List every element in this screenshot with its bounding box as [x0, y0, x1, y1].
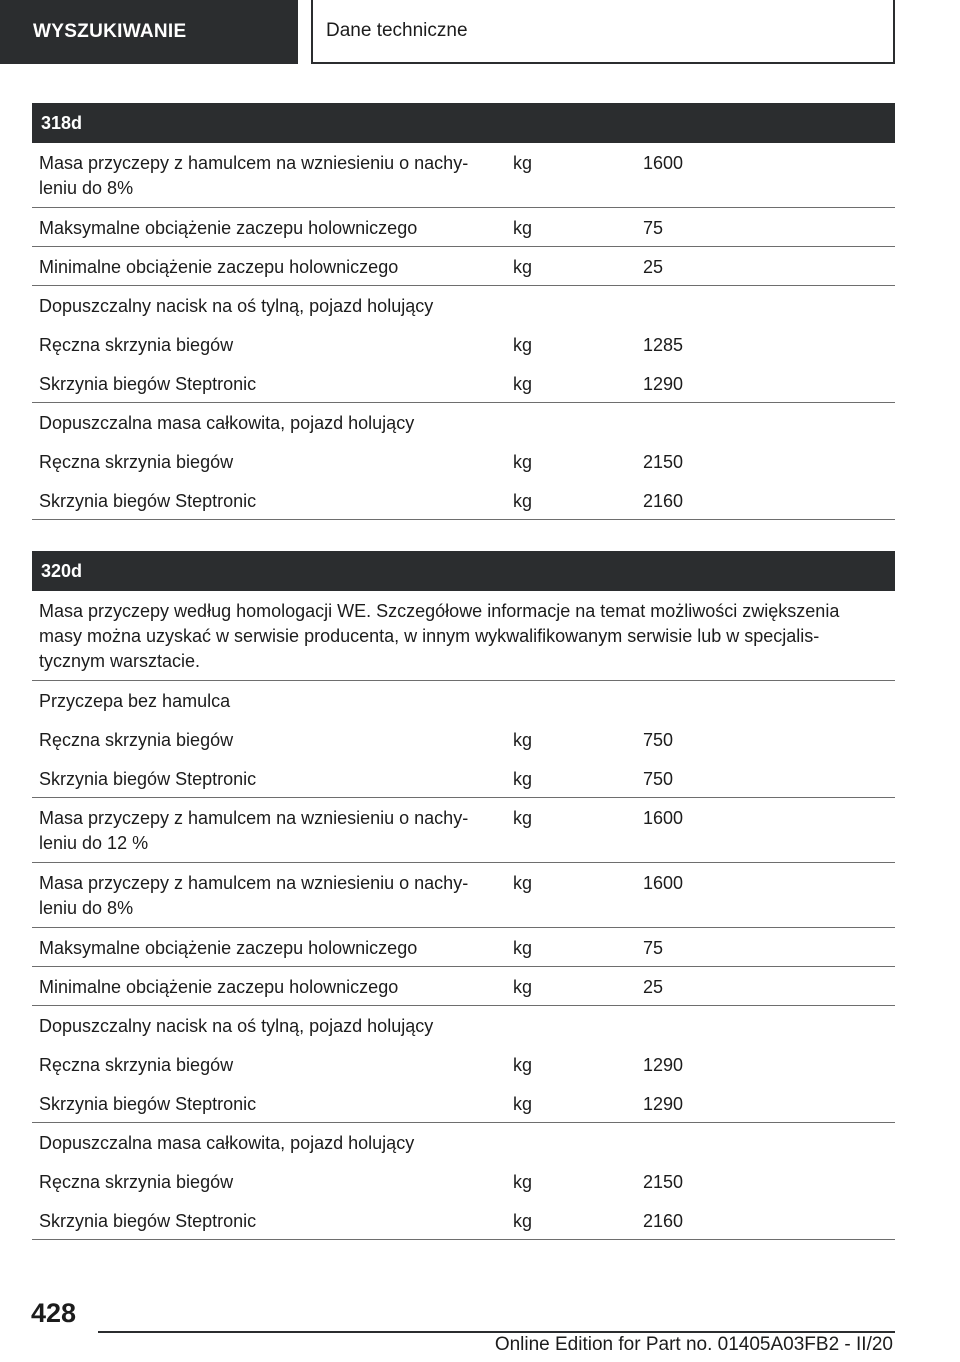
- table-row: [32, 481, 895, 520]
- row-label: Ręczna skrzynia biegów: [39, 335, 234, 355]
- row-label: Masa przyczepy z hamulcem na wzniesieniu o nachy-leniu do 8%: [39, 873, 469, 918]
- row-unit: kg: [513, 1172, 533, 1192]
- row-label: Skrzynia biegów Steptronic: [39, 1211, 257, 1231]
- row-unit: [506, 411, 634, 442]
- edition-note: Online Edition for Part no. 01405A03FB2 - II/20: [494, 1334, 893, 1355]
- row-label: Dopuszczalny nacisk na oś tylną, pojazd holujący: [39, 296, 434, 316]
- table-row: [32, 928, 895, 967]
- table-row: [32, 442, 895, 481]
- table-row: [32, 798, 895, 863]
- row-unit: [506, 294, 634, 325]
- row-value: [634, 294, 895, 325]
- table-note-row: [32, 591, 895, 681]
- table-row: [32, 1162, 895, 1201]
- table-row: [32, 863, 895, 928]
- table-header: 318d: [32, 103, 895, 143]
- row-value: 1600: [643, 153, 684, 173]
- table-row: [32, 403, 895, 442]
- page-number: 428: [31, 1298, 77, 1328]
- row-unit: kg: [513, 769, 533, 789]
- row-note: Masa przyczepy według homologacji WE. Szczegółowe informacje na temat możliwości zwiększenia masy można uzyskać w serwisie producenta, w innym wykwalifikowanym serwisie lub w specjalis-tycznym warsztacie.: [39, 601, 840, 671]
- row-label: Minimalne obciążenie zaczepu holowniczego: [39, 977, 399, 997]
- row-unit: kg: [513, 977, 533, 997]
- row-value: 1285: [643, 335, 684, 355]
- table-header: 320d: [32, 551, 895, 591]
- row-unit: [506, 1131, 634, 1162]
- table-row: [32, 1006, 895, 1045]
- row-unit: kg: [513, 491, 533, 511]
- table-row: [32, 1123, 895, 1162]
- row-label: Maksymalne obciążenie zaczepu holowniczego: [39, 218, 418, 238]
- row-value: 750: [643, 769, 674, 789]
- table-row: [32, 286, 895, 325]
- table-row: [32, 143, 895, 208]
- row-label: Minimalne obciążenie zaczepu holowniczego: [39, 257, 399, 277]
- row-unit: kg: [513, 153, 533, 173]
- row-value: 25: [643, 257, 664, 277]
- row-label: Skrzynia biegów Steptronic: [39, 769, 257, 789]
- row-unit: [506, 1014, 634, 1045]
- row-unit: kg: [513, 938, 533, 958]
- row-value: 750: [643, 730, 674, 750]
- row-unit: kg: [513, 374, 533, 394]
- table-row: [32, 681, 895, 720]
- row-unit: kg: [513, 1211, 533, 1231]
- section-tab[interactable]: Dane techniczne: [311, 0, 895, 64]
- row-label: Masa przyczepy z hamulcem na wzniesieniu o nachy-leniu do 12 %: [39, 808, 469, 853]
- row-unit: kg: [513, 873, 533, 893]
- row-unit: kg: [513, 218, 533, 238]
- row-value: 1290: [643, 374, 684, 394]
- table-row: [32, 247, 895, 286]
- row-label: Przyczepa bez hamulca: [39, 691, 231, 711]
- table-row: [32, 967, 895, 1006]
- row-unit: kg: [513, 1094, 533, 1114]
- row-value: 1290: [643, 1094, 684, 1114]
- row-unit: kg: [513, 335, 533, 355]
- spec-table-320d: [32, 551, 895, 1240]
- row-label: Maksymalne obciążenie zaczepu holowniczego: [39, 938, 418, 958]
- row-value: [634, 1131, 895, 1162]
- row-value: 1290: [643, 1055, 684, 1075]
- table-row: [32, 1201, 895, 1240]
- row-label: Ręczna skrzynia biegów: [39, 1055, 234, 1075]
- row-label: Masa przyczepy z hamulcem na wzniesieniu o nachy-leniu do 8%: [39, 153, 469, 198]
- row-unit: kg: [513, 257, 533, 277]
- table-row: [32, 325, 895, 364]
- row-value: 2160: [643, 491, 684, 511]
- row-value: [634, 689, 895, 720]
- row-unit: kg: [513, 730, 533, 750]
- row-value: 75: [643, 218, 664, 238]
- row-label: Skrzynia biegów Steptronic: [39, 1094, 257, 1114]
- row-unit: kg: [513, 808, 533, 828]
- row-label: Dopuszczalna masa całkowita, pojazd holujący: [39, 1133, 415, 1153]
- row-unit: kg: [513, 452, 533, 472]
- row-value: 2160: [643, 1211, 684, 1231]
- top-navigation: [0, 0, 960, 66]
- row-value: [634, 411, 895, 442]
- row-value: 1600: [643, 873, 684, 893]
- row-unit: [506, 689, 634, 720]
- table-row: [32, 208, 895, 247]
- search-tab[interactable]: WYSZUKIWANIE: [0, 0, 298, 64]
- row-value: 2150: [643, 452, 684, 472]
- table-row: [32, 759, 895, 798]
- table-row: [32, 1045, 895, 1084]
- row-value: 75: [643, 938, 664, 958]
- row-label: Skrzynia biegów Steptronic: [39, 374, 257, 394]
- row-label: Skrzynia biegów Steptronic: [39, 491, 257, 511]
- row-label: Dopuszczalna masa całkowita, pojazd holujący: [39, 413, 415, 433]
- table-row: [32, 364, 895, 403]
- table-row: [32, 1084, 895, 1123]
- row-value: [634, 1014, 895, 1045]
- row-label: Dopuszczalny nacisk na oś tylną, pojazd holujący: [39, 1016, 434, 1036]
- table-row: [32, 720, 895, 759]
- row-label: Ręczna skrzynia biegów: [39, 730, 234, 750]
- spec-table-318d: [32, 103, 895, 520]
- row-value: 2150: [643, 1172, 684, 1192]
- footer-divider: [98, 1331, 895, 1333]
- row-unit: kg: [513, 1055, 533, 1075]
- row-label: Ręczna skrzynia biegów: [39, 452, 234, 472]
- row-label: Ręczna skrzynia biegów: [39, 1172, 234, 1192]
- row-value: 25: [643, 977, 664, 997]
- row-value: 1600: [643, 808, 684, 828]
